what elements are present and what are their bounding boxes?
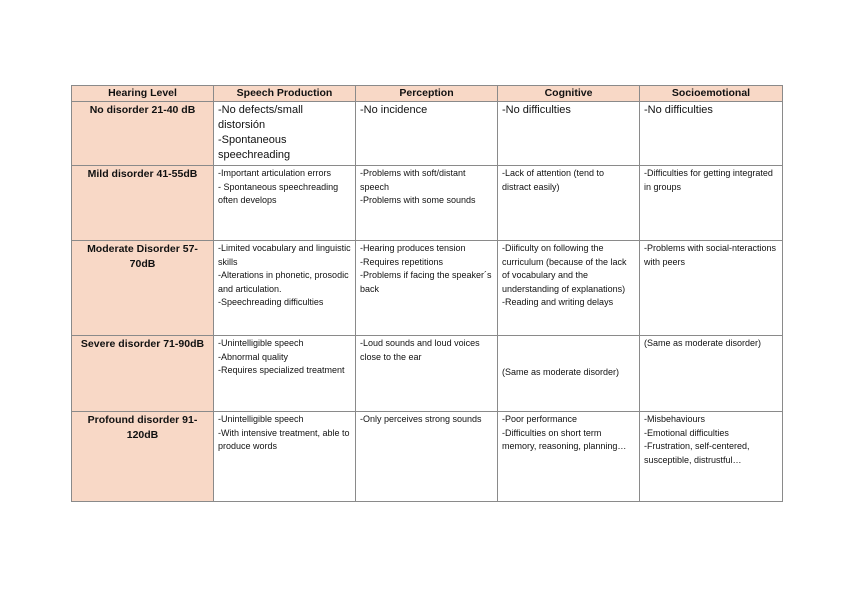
speech-production-cell — [214, 102, 356, 166]
cell-line: -Unintelligible speech — [218, 414, 304, 424]
cell-line: -Problems with soft/distant speech — [360, 168, 466, 192]
cell-line: -No difficulties — [644, 104, 713, 116]
perception-cell — [356, 102, 498, 166]
cell-line: -With intensive treatment, able to produce words — [218, 427, 350, 451]
cell-line: -Alterations in phonetic, prosodic and articulation. — [218, 270, 349, 294]
cell-line: -Spontaneous speechreading — [218, 134, 291, 161]
hearing-level-cell: No disorder 21-40 dB — [72, 102, 214, 166]
socioemotional-cell — [640, 412, 783, 502]
cell-line: -Speechreading difficulties — [218, 297, 324, 307]
cell-line: - Spontaneous speechreading often develops — [218, 181, 339, 205]
cell-line: -Emotional difficulties — [644, 427, 729, 438]
socioemotional-cell — [640, 102, 783, 166]
perception-cell — [356, 166, 498, 241]
header-socioemotional: Socioemotional — [640, 86, 783, 102]
cell-line: (Same as moderate disorder) — [644, 338, 762, 348]
table-row — [72, 102, 783, 166]
cell-line: -Diificulty on following the curriculum (because of the lack of vocabulary and the understanding of explanations) — [502, 243, 627, 294]
cognitive-cell — [498, 412, 640, 502]
cell-line: -Limited vocabulary and linguistic skills — [218, 243, 351, 267]
cell-line: -Difficulties for getting integrated in groups — [644, 168, 773, 192]
cell-line: -No incidence — [360, 104, 428, 116]
cell-line: -Problems if facing the speaker´s back — [360, 270, 492, 294]
table-row — [72, 412, 783, 502]
hearing-level-table — [71, 85, 783, 502]
speech-production-cell — [214, 241, 356, 336]
table-header-row — [72, 86, 783, 102]
cognitive-cell — [498, 241, 640, 336]
cognitive-cell — [498, 102, 640, 166]
table-row — [72, 241, 783, 336]
cell-line: -Reading and writing delays — [502, 297, 614, 307]
cell-line: -No defects/small distorsión — [218, 104, 303, 131]
speech-production-cell — [214, 166, 356, 241]
header-hearing-level: Hearing Level — [72, 86, 214, 102]
cell-line: (Same as moderate disorder) — [502, 367, 620, 378]
cell-line: -Loud sounds and loud voices close to the ear — [360, 338, 480, 362]
cell-line: -Unintelligible speech — [218, 338, 304, 348]
header-perception: Perception — [356, 86, 498, 102]
cognitive-cell — [498, 336, 640, 412]
cell-line: -Frustration, self-centered, susceptible, distrustful… — [644, 441, 750, 465]
perception-cell — [356, 412, 498, 502]
cell-line: -Abnormal quality — [218, 351, 289, 362]
perception-cell — [356, 336, 498, 412]
cell-line: -Important articulation errors — [218, 168, 332, 178]
table-row — [72, 166, 783, 241]
cell-line: -Difficulties on short term memory, reasoning, planning… — [502, 427, 627, 451]
cognitive-cell — [498, 166, 640, 241]
header-speech-production: Speech Production — [214, 86, 356, 102]
hearing-level-cell: Severe disorder 71-90dB — [72, 336, 214, 412]
cell-line: -Hearing produces tension — [360, 243, 466, 253]
header-cognitive: Cognitive — [498, 86, 640, 102]
hearing-level-cell: Mild disorder 41-55dB — [72, 166, 214, 241]
cell-line: -Problems with social-nteractions with peers — [644, 243, 777, 267]
cell-line: -Only perceives strong sounds — [360, 414, 482, 424]
socioemotional-cell — [640, 336, 783, 412]
cell-line: -Lack of attention (tend to distract easily) — [502, 168, 605, 192]
cell-line: -Requires specialized treatment — [218, 365, 345, 375]
cell-line: -Misbehaviours — [644, 414, 706, 424]
socioemotional-cell — [640, 241, 783, 336]
speech-production-cell — [214, 412, 356, 502]
cell-line: -Problems with some sounds — [360, 195, 476, 205]
cell-line: -Poor performance — [502, 414, 578, 424]
cell-line: -No difficulties — [502, 104, 571, 116]
table-row — [72, 336, 783, 412]
socioemotional-cell — [640, 166, 783, 241]
perception-cell — [356, 241, 498, 336]
hearing-level-cell: Moderate Disorder 57-70dB — [72, 241, 214, 336]
speech-production-cell — [214, 336, 356, 412]
cell-line: -Requires repetitions — [360, 256, 444, 267]
hearing-level-cell: Profound disorder 91-120dB — [72, 412, 214, 502]
